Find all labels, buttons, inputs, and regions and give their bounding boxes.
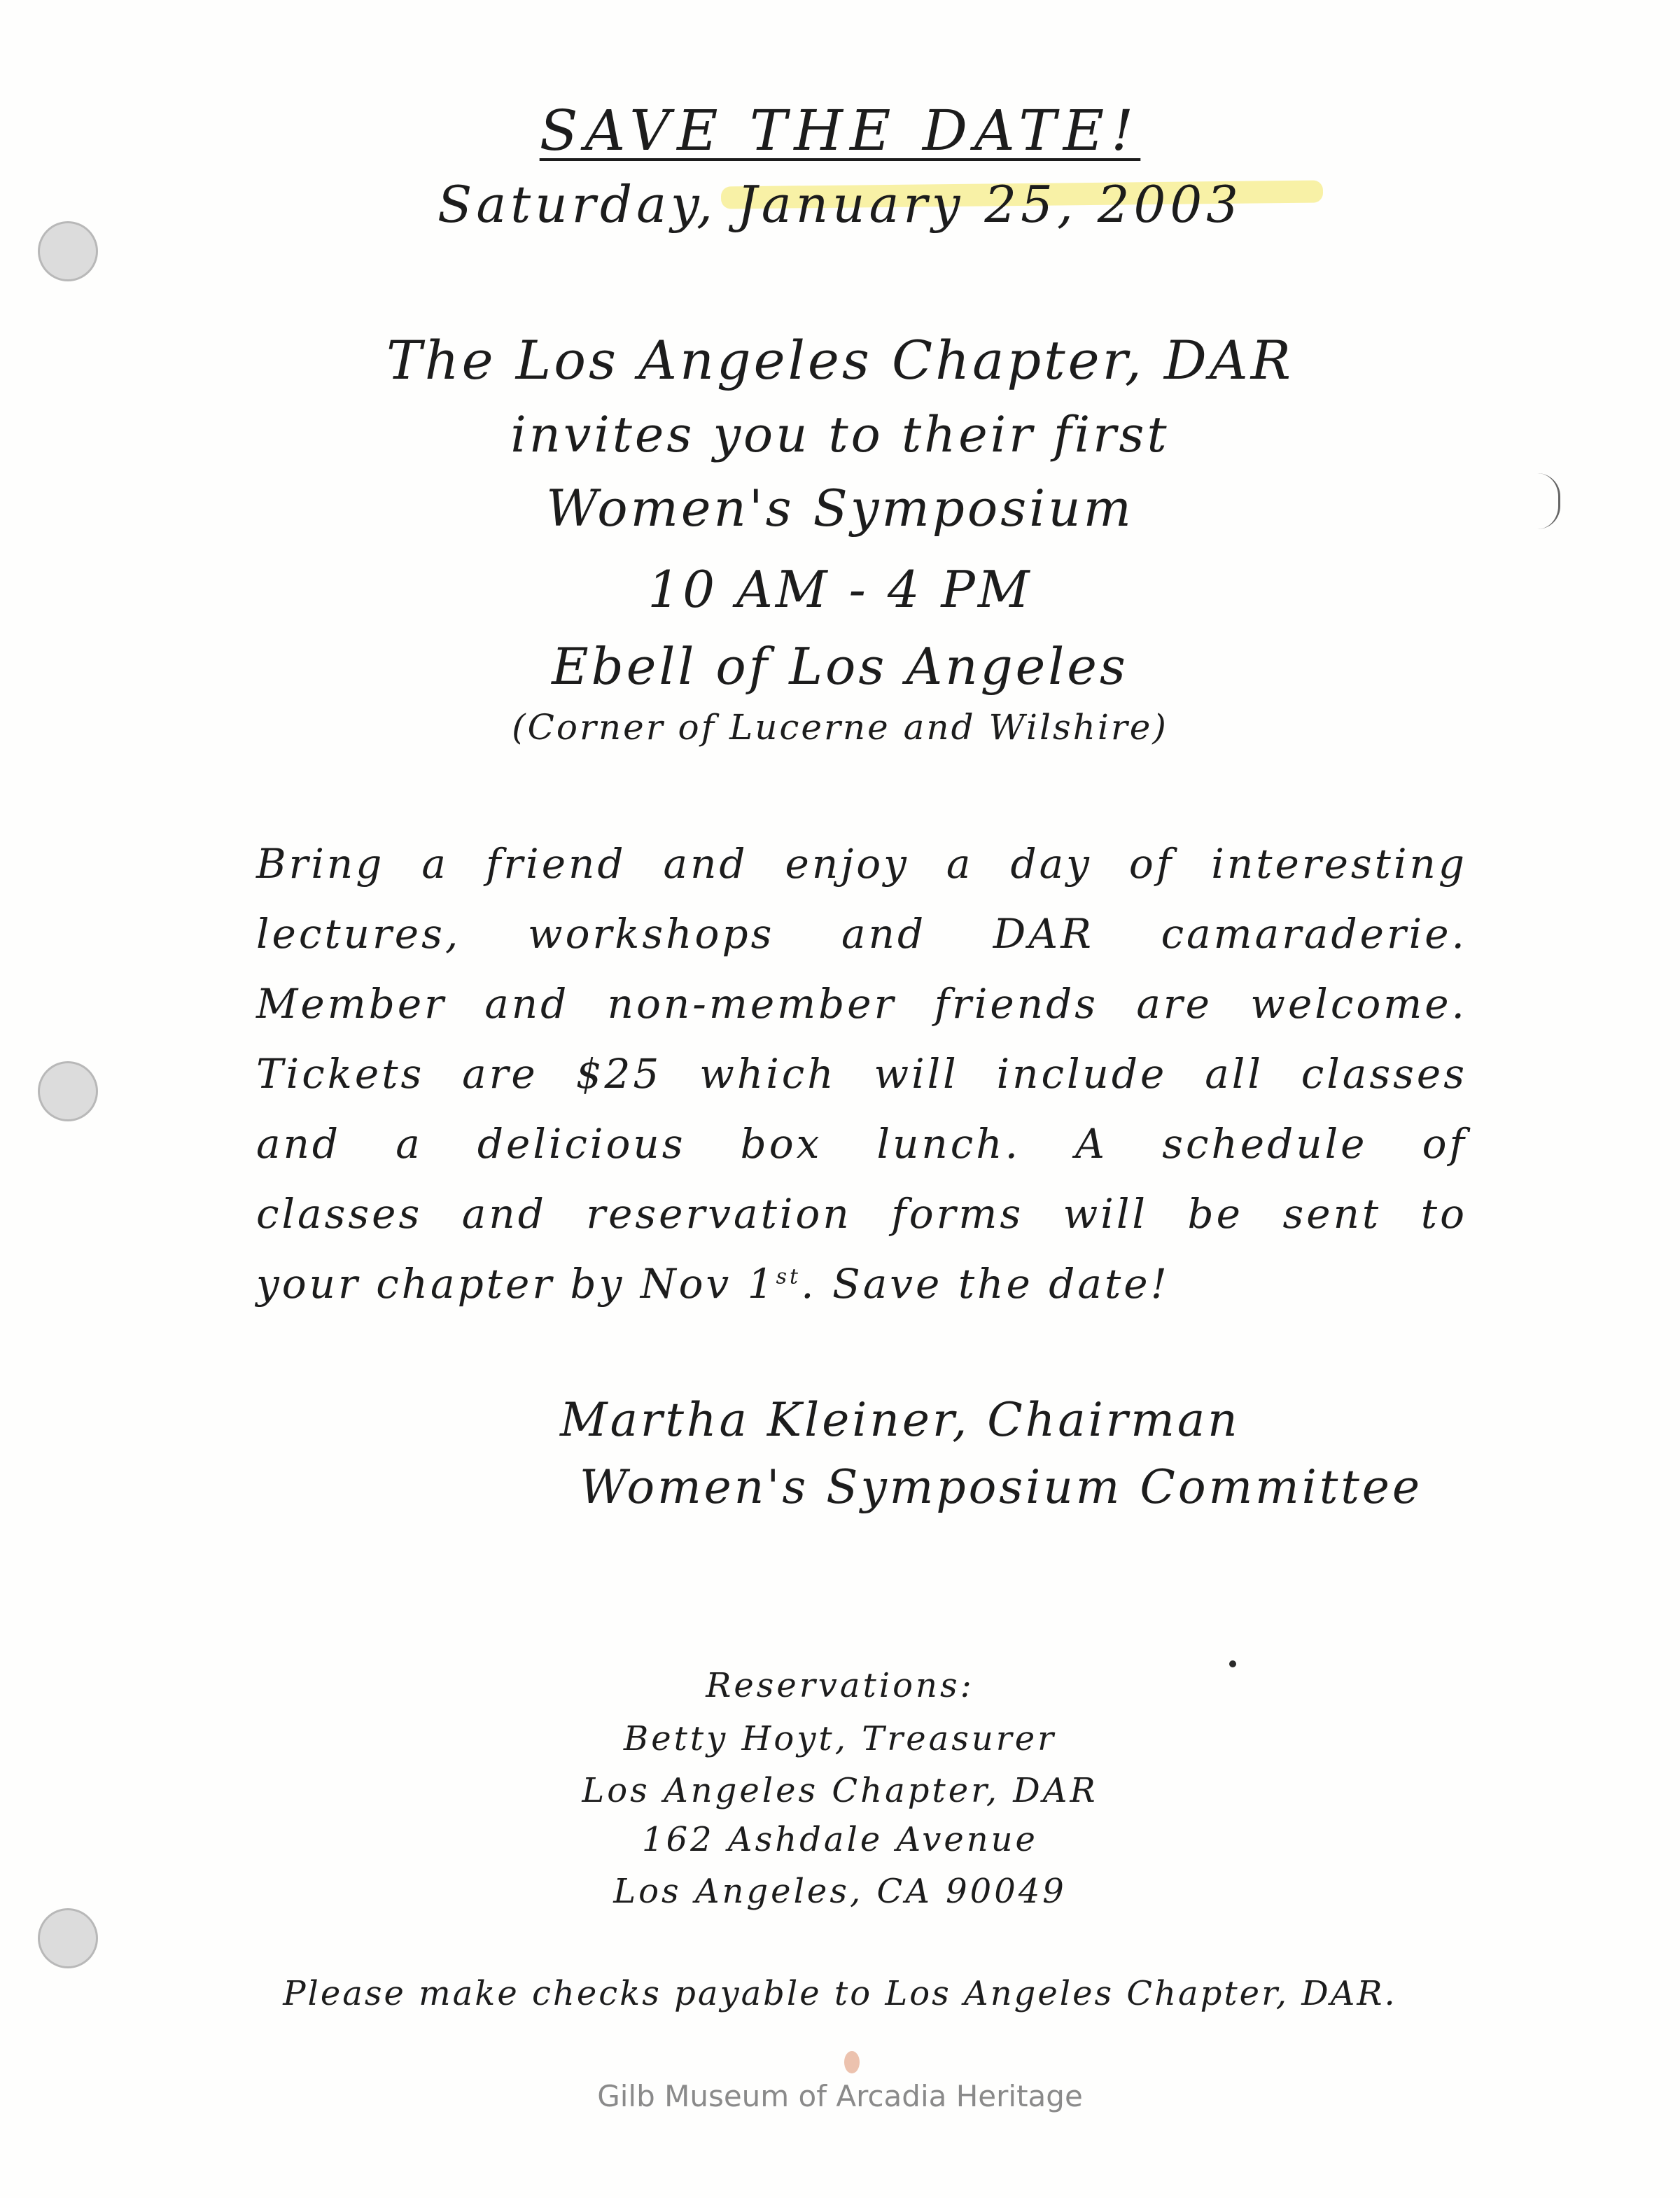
invitation-text: invites you to their first [510,406,1170,463]
signature-name: Martha Kleiner, Chairman [560,1393,1240,1447]
event-date: Saturday, January 25, 2003 [438,175,1242,234]
signature-committee: Women's Symposium Committee [580,1460,1423,1514]
payment-note: Please make checks payable to Los Angeles Chapter, DAR. [283,1974,1397,2013]
page-title: SAVE THE DATE! [539,98,1141,163]
body-line: classes and reservation forms will be sent to [256,1190,1467,1238]
body-final-text: your chapter by Nov 1 [256,1260,776,1308]
reservations-contact: Betty Hoyt, Treasurer [623,1719,1057,1758]
paper-stain [844,2051,860,2073]
event-name: Women's Symposium [546,479,1134,538]
binder-hole-bottom [38,1908,98,1968]
body-line: Tickets are $25 which will include all classes [256,1050,1467,1098]
venue-location: (Corner of Lucerne and Wilshire) [512,707,1168,748]
body-line: and a delicious box lunch. A schedule of [256,1120,1467,1168]
body-final-closing: . Save the date! [801,1260,1170,1308]
body-line-final [256,1260,1467,1330]
reservations-city: Los Angeles, CA 90049 [613,1872,1067,1911]
body-line: Bring a friend and enjoy a day of interesting [256,840,1467,888]
reservations-org: Los Angeles Chapter, DAR [582,1771,1098,1810]
body-line: lectures, workshops and DAR camaraderie. [256,910,1467,958]
invitation-host: The Los Angeles Chapter, DAR [386,329,1294,391]
body-line: Member and non-member friends are welcome. [256,980,1467,1028]
event-time: 10 AM - 4 PM [648,560,1032,619]
ordinal-suffix: st [776,1264,802,1289]
binder-hole-middle [38,1061,98,1121]
museum-watermark: Gilb Museum of Arcadia Heritage [597,2079,1083,2113]
reservations-heading: Reservations: [706,1666,974,1705]
reservations-street: 162 Ashdale Avenue [642,1820,1038,1859]
event-venue: Ebell of Los Angeles [552,637,1128,696]
